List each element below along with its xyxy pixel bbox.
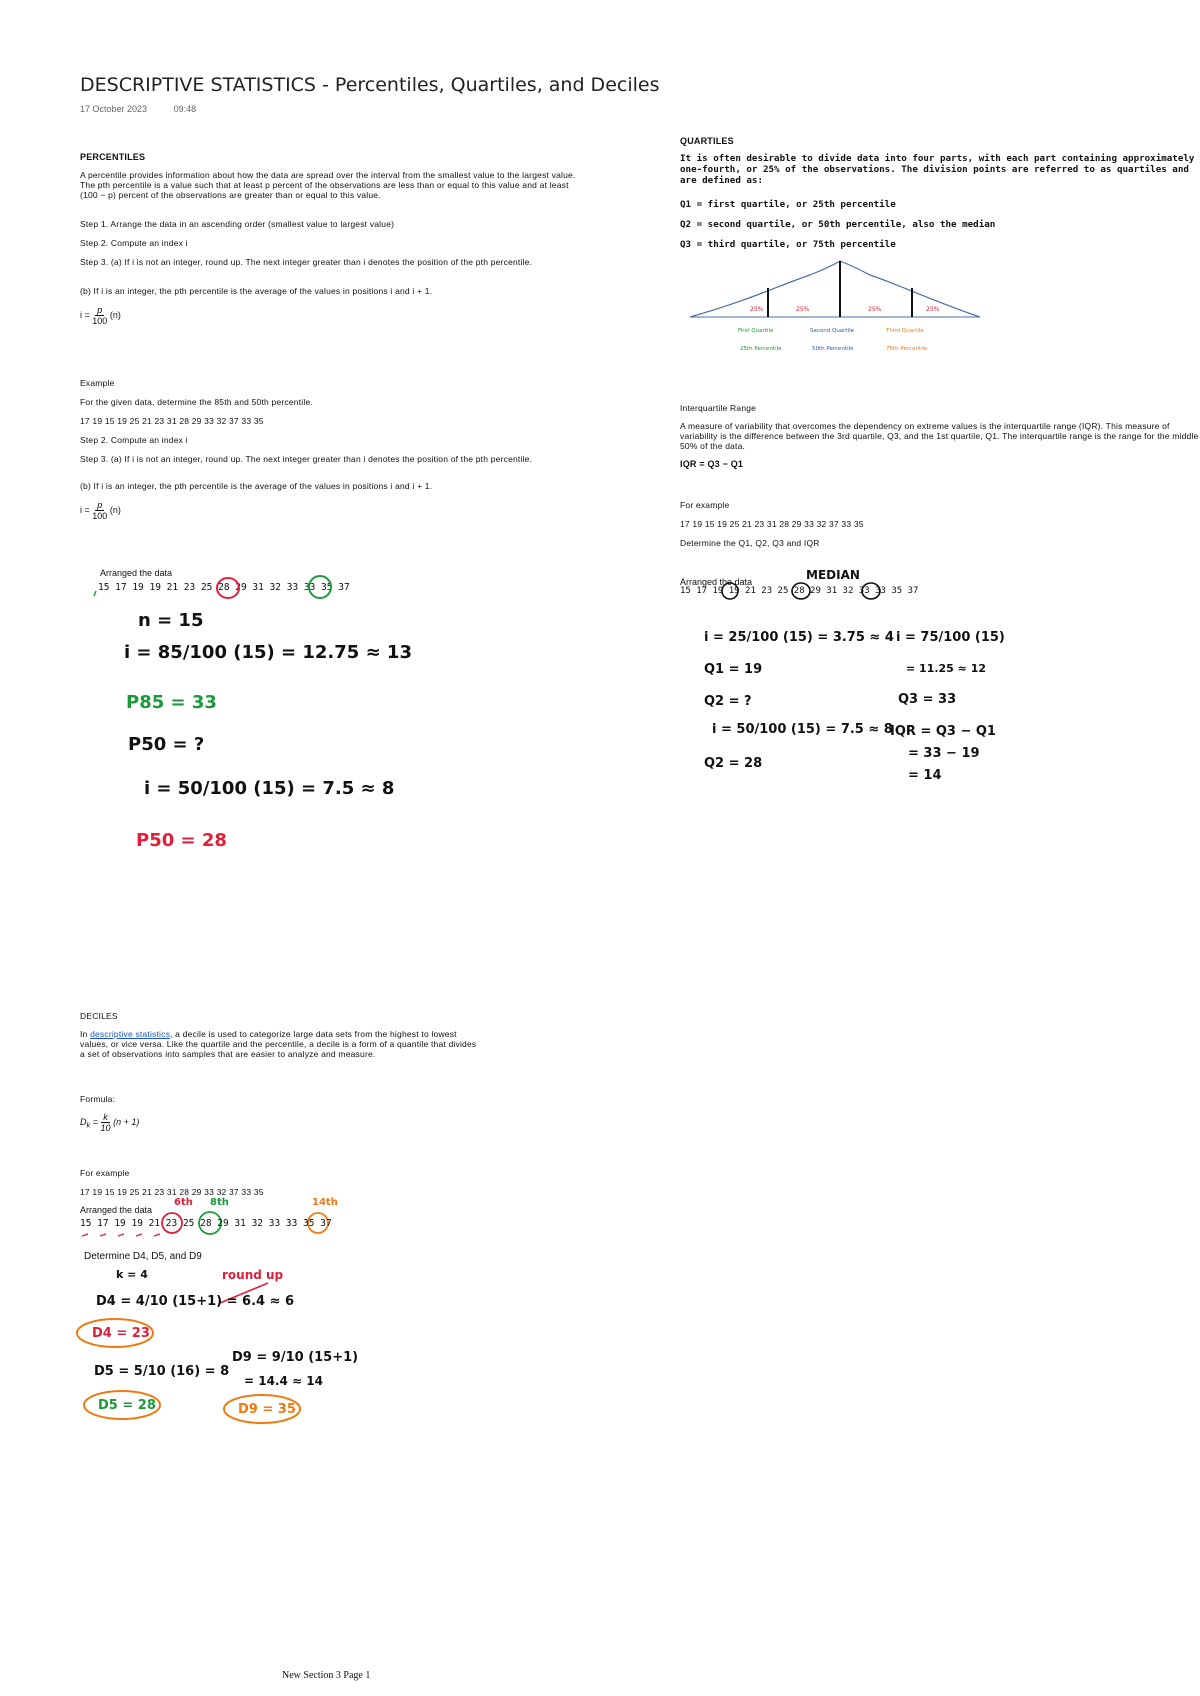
formula-den: 100 [92,511,108,521]
iqr-example-heading: For example [680,500,730,510]
iqr-determine: Determine the Q1, Q2, Q3 and IQR [680,538,820,548]
time-text: 09:48 [173,104,197,114]
page-footer: New Section 3 Page 1 [282,1670,371,1681]
quartile-label: Third Quartile [886,328,924,334]
iqr-arranged-label: Arranged the data [680,577,753,587]
date-text: 17 October 2023 [80,104,148,114]
hw-8th: 8th [210,1197,229,1208]
deciles-determine: Determine D4, D5, and D9 [84,1251,202,1262]
hw-i50: i = 50/100 (15) = 7.5 ≈ 8 [144,778,395,799]
iqr-data: 17 19 15 19 25 21 23 31 28 29 33 32 37 33 35 [680,519,864,529]
formula-lhs: i = [80,504,90,515]
page-title: DESCRIPTIVE STATISTICS - Percentiles, Quartiles, and Deciles [80,74,660,96]
intro-post: , a decile is used to categorize large data sets from the highest to lowest values, or vice versa. Like the quartile and the percentile, a decile is a form of a quantile that divides a set of observations into samples that are easier to analyze and measure. [80,1029,477,1059]
percentile-label: 75th Percentile [886,346,928,352]
pct-label: 25% [926,306,940,313]
iqr-heading: Interquartile Range [680,403,757,413]
hw-n: n = 15 [138,610,204,631]
formula-rhs: (n) [109,309,121,320]
hw-d9: D9 = 35 [238,1402,296,1417]
quartile-q2: Q2 = second quartile, or 50th percentile, also the median [680,219,996,230]
quartile-label: Second Quartile [810,328,855,334]
example1-arranged-label: Arranged the data [100,568,173,578]
percentiles-intro: A percentile provides information about how the data are spread over the interval from the smallest value to the largest value. The pth percentile is a value such that at least p percent of the observations are less than or equal to this value and at least (100 − p) percent of the observations are greater than or equal to this value. [80,170,576,200]
iqr-arranged-data: 15 17 19 19 21 23 25 28 29 31 32 33 33 35 37 [680,586,919,596]
pct-label: 25% [868,306,882,313]
quartile-curve-figure [680,255,990,355]
descriptive-statistics-link[interactable]: descriptive statistics [90,1029,171,1039]
deciles-data: 17 19 15 19 25 21 23 31 28 29 33 32 37 33 35 [80,1187,264,1197]
percentiles-step3a: Step 3. (a) If i is not an integer, round up. The next integer greater than i denotes the position of the pth percentile. [80,257,533,267]
hw-d4calc: D4 = 4/10 (15+1) = 6.4 ≈ 6 [96,1294,295,1309]
formula-num: k [103,1112,108,1122]
formula-den: 100 [92,316,108,326]
example1-step2: Step 2. Compute an index i [80,435,188,445]
hw-i75: i = 75/100 (15) [896,630,1005,645]
hw-i85: i = 85/100 (15) = 12.75 ≈ 13 [124,642,412,663]
deciles-arranged-label: Arranged the data [80,1205,153,1215]
percentiles-step1: Step 1. Arrange the data in an ascending order (smallest value to largest value) [80,219,395,229]
hw-i50-iqr: i = 50/100 (15) = 7.5 ≈ 8 [712,722,893,737]
quartiles-intro: It is often desirable to divide data into four parts, with each part containing approximately one-fourth, or 25% of the observations. The division points are referred to as quartiles and are defined as: [680,153,1195,186]
hw-6th: 6th [174,1197,193,1208]
percentiles-step3b: (b) If i is an integer, the pth percentile is the average of the values in positions i and i + 1. [80,286,433,296]
iqr-intro: A measure of variability that overcomes the dependency on extreme values is the interquartile range (IQR). This measure of variability is the difference between the 3rd quartile, Q3, and the 1st quartile, Q1. The interquartile range is the range for the middle 50% of the data. [680,421,1199,451]
hw-iqr2: = 33 − 19 [908,746,980,761]
formula-sub: k [86,1120,91,1130]
formula-den: 10 [100,1123,111,1133]
quartiles-heading: QUARTILES [680,136,734,146]
hw-p50: P50 = 28 [136,830,227,851]
hw-p85: P85 = 33 [126,692,217,713]
percentile-label: 25th Percentile [740,346,782,352]
hw-d9calc2: = 14.4 ≈ 14 [244,1374,323,1388]
formula-lhs: D [80,1116,87,1127]
quartile-label: First Quartile [738,328,774,334]
deciles-intro [80,1029,480,1059]
dash-underline [82,1234,160,1236]
example1-prompt: For the given data, determine the 85th and 50th percentile. [80,397,313,407]
formula-eq: = [92,1116,99,1127]
hw-i25: i = 25/100 (15) = 3.75 ≈ 4 [704,630,894,645]
deciles-arranged-data: 15 17 19 19 21 23 25 28 29 31 32 33 33 35 37 [80,1218,332,1229]
circle-p50 [217,578,239,598]
hw-q2q: Q2 = ? [704,694,752,709]
circle-p85 [309,576,331,598]
deciles-heading: DECILES [80,1011,118,1021]
hw-roundup: round up [222,1268,284,1282]
iqr-formula: IQR = Q3 − Q1 [680,459,744,469]
tick-mark [94,591,96,596]
pct-label: 25% [750,306,764,313]
hw-k: k = 4 [116,1268,148,1281]
hw-iqr1: IQR = Q3 − Q1 [890,724,996,739]
hw-14th: 14th [312,1197,338,1208]
iqr-median-label: MEDIAN [806,568,860,582]
hw-q3: Q3 = 33 [898,692,957,707]
pct-label: 25% [796,306,810,313]
hw-d5: D5 = 28 [98,1398,156,1413]
hw-p50q: P50 = ? [128,734,205,755]
hw-i75b: = 11.25 ≈ 12 [906,662,987,675]
example1-step3a: Step 3. (a) If i is not an integer, round up. The next integer greater than i denotes the position of the pth percentile. [80,454,533,464]
hw-d5calc: D5 = 5/10 (16) = 8 [94,1364,230,1379]
example1-arranged-data: 15 17 19 19 21 23 25 28 29 31 32 33 33 35 37 [98,582,350,593]
quartile-q3: Q3 = third quartile, or 75th percentile [680,239,896,250]
formula-rhs: (n + 1) [113,1116,140,1127]
formula-lhs: i = [80,309,90,320]
example1-data: 17 19 15 19 25 21 23 31 28 29 33 32 37 33 35 [80,416,264,426]
hw-q1: Q1 = 19 [704,662,763,677]
hw-d4: D4 = 23 [92,1326,150,1341]
intro-pre: In [80,1029,91,1039]
percentiles-step2: Step 2. Compute an index i [80,238,188,248]
quartile-q1: Q1 = first quartile, or 25th percentile [680,199,896,210]
example1-heading: Example [80,378,115,388]
hw-d9calc: D9 = 9/10 (15+1) [232,1350,359,1365]
hw-q2: Q2 = 28 [704,756,763,771]
example1-step3b: (b) If i is an integer, the pth percentile is the average of the values in positions i and i + 1. [80,481,433,491]
formula-rhs: (n) [109,504,121,515]
formula-fraction [101,1112,111,1133]
hw-iqr3: = 14 [908,768,942,783]
formula-num: p [97,500,103,510]
formula-num: p [97,305,103,315]
percentiles-heading: PERCENTILES [80,152,146,162]
percentile-label: 50th Percentile [812,346,854,352]
decile-formula [80,1112,139,1133]
deciles-example-heading: For example [80,1168,130,1178]
deciles-formula-heading: Formula: [80,1094,116,1104]
